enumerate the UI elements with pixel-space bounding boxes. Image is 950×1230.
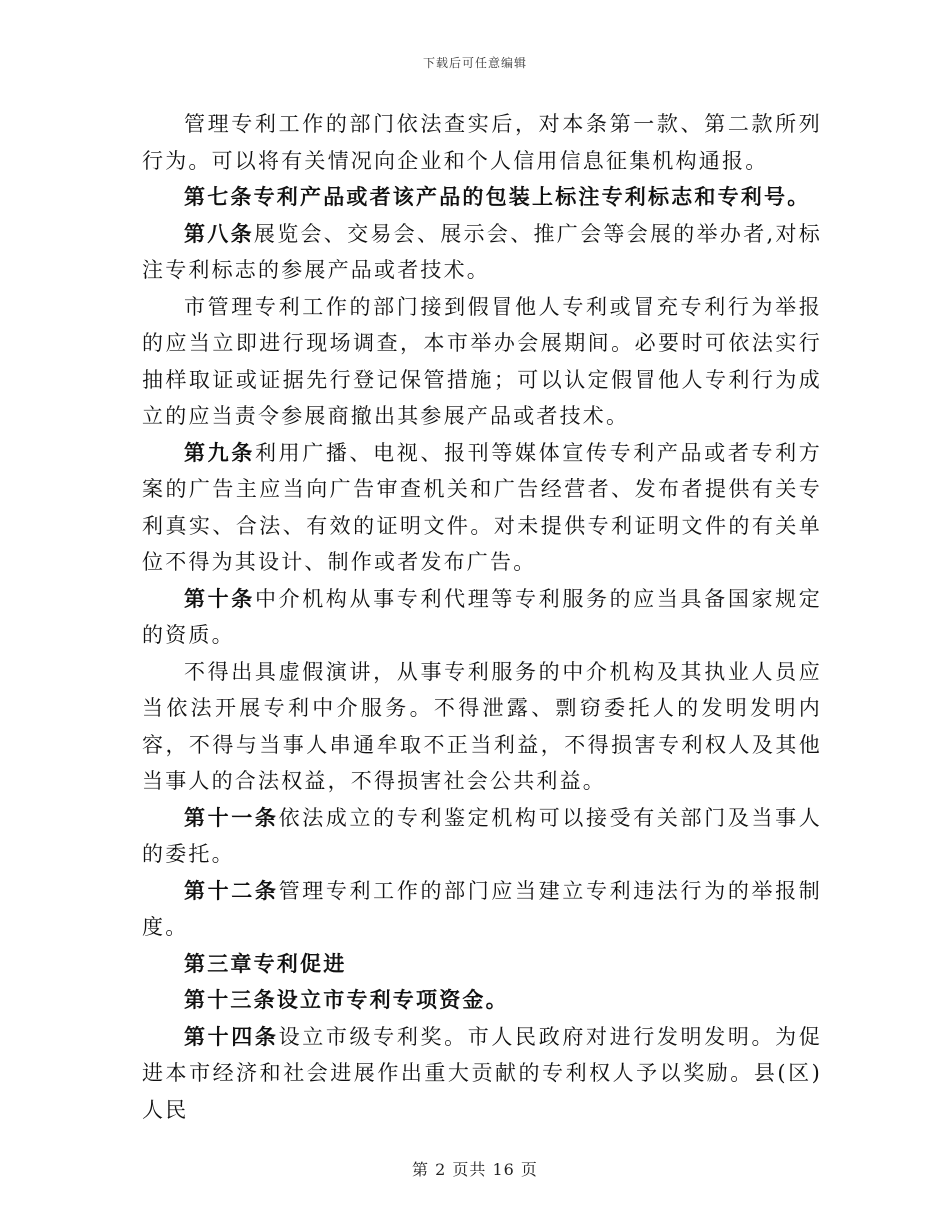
paragraph-text: 设立市级专利奖。市人民政府对进行发明发明。为促进本市经济和社会进展作出重大贡献的专利权人予以奖励。县(区)人民 xyxy=(142,1024,822,1122)
paragraph-text: 市管理专利工作的部门接到假冒他人专利或冒充专利行为举报的应当立即进行现场调查，本市举办会展期间。必要时可依法实行抽样取证或证据先行登记保管措施；可以认定假冒他人专利行为成立的应当责令参展商撤出其参展产品或者技术。 xyxy=(142,294,822,428)
paragraph-article-14 xyxy=(142,1019,822,1129)
paragraph-article-9 xyxy=(142,435,822,581)
article-lead: 第十一条 xyxy=(184,804,279,830)
document-body xyxy=(142,106,822,1128)
paragraph-article-13 xyxy=(142,982,822,1019)
paragraph-text: 管理专利工作的部门依法查实后，对本条第一款、第二款所列行为。可以将有关情况向企业和个人信用信息征集机构通报。 xyxy=(142,112,822,173)
paragraph-text: 利用广播、电视、报刊等媒体宣传专利产品或者专利方案的广告主应当向广告审查机关和广告经营者、发布者提供有关专利真实、合法、有效的证明文件。对未提供专利证明文件的有关单位不得为其设计、制作或者发布广告。 xyxy=(142,440,822,574)
chapter-heading xyxy=(142,946,822,983)
page-footer: 第 2 页共 16 页 xyxy=(412,1160,538,1179)
paragraph-text: 管理专利工作的部门应当建立专利违法行为的举报制度。 xyxy=(142,878,822,939)
paragraph-text: 第七条专利产品或者该产品的包装上标注专利标志和专利号。 xyxy=(184,184,811,209)
paragraph-article-10 xyxy=(142,581,822,654)
paragraph-4 xyxy=(142,289,822,435)
paragraph-article-8 xyxy=(142,216,822,289)
page-header: 下载后可任意编辑 xyxy=(422,56,527,70)
paragraph-7 xyxy=(142,654,822,800)
paragraph-text: 不得出具虚假演讲，从事专利服务的中介机构及其执业人员应当依法开展专利中介服务。不得泄露、剽窃委托人的发明发明内容，不得与当事人串通牟取不正当利益，不得损害专利权人及其他当事人的合法权益，不得损害社会公共利益。 xyxy=(142,659,822,793)
paragraph-text: 依法成立的专利鉴定机构可以接受有关部门及当事人的委托。 xyxy=(142,805,822,866)
paragraph-text: 中介机构从事专利代理等专利服务的应当具备国家规定的资质。 xyxy=(142,586,822,647)
paragraph-1 xyxy=(142,106,822,179)
article-lead: 第十四条 xyxy=(184,1023,279,1049)
paragraph-text: 展览会、交易会、展示会、推广会等会展的举办者,对标注专利标志的参展产品或者技术。 xyxy=(142,221,822,282)
article-lead: 第八条 xyxy=(184,220,254,246)
paragraph-article-12 xyxy=(142,873,822,946)
paragraph-text: 第三章专利促进 xyxy=(184,950,347,976)
article-lead: 第十二条 xyxy=(184,877,279,903)
paragraph-article-11 xyxy=(142,800,822,873)
paragraph-article-7 xyxy=(142,179,822,216)
article-lead: 第十条 xyxy=(184,585,255,611)
article-lead: 第九条 xyxy=(184,439,255,465)
paragraph-text: 第十三条设立市专利专项资金。 xyxy=(184,987,509,1012)
